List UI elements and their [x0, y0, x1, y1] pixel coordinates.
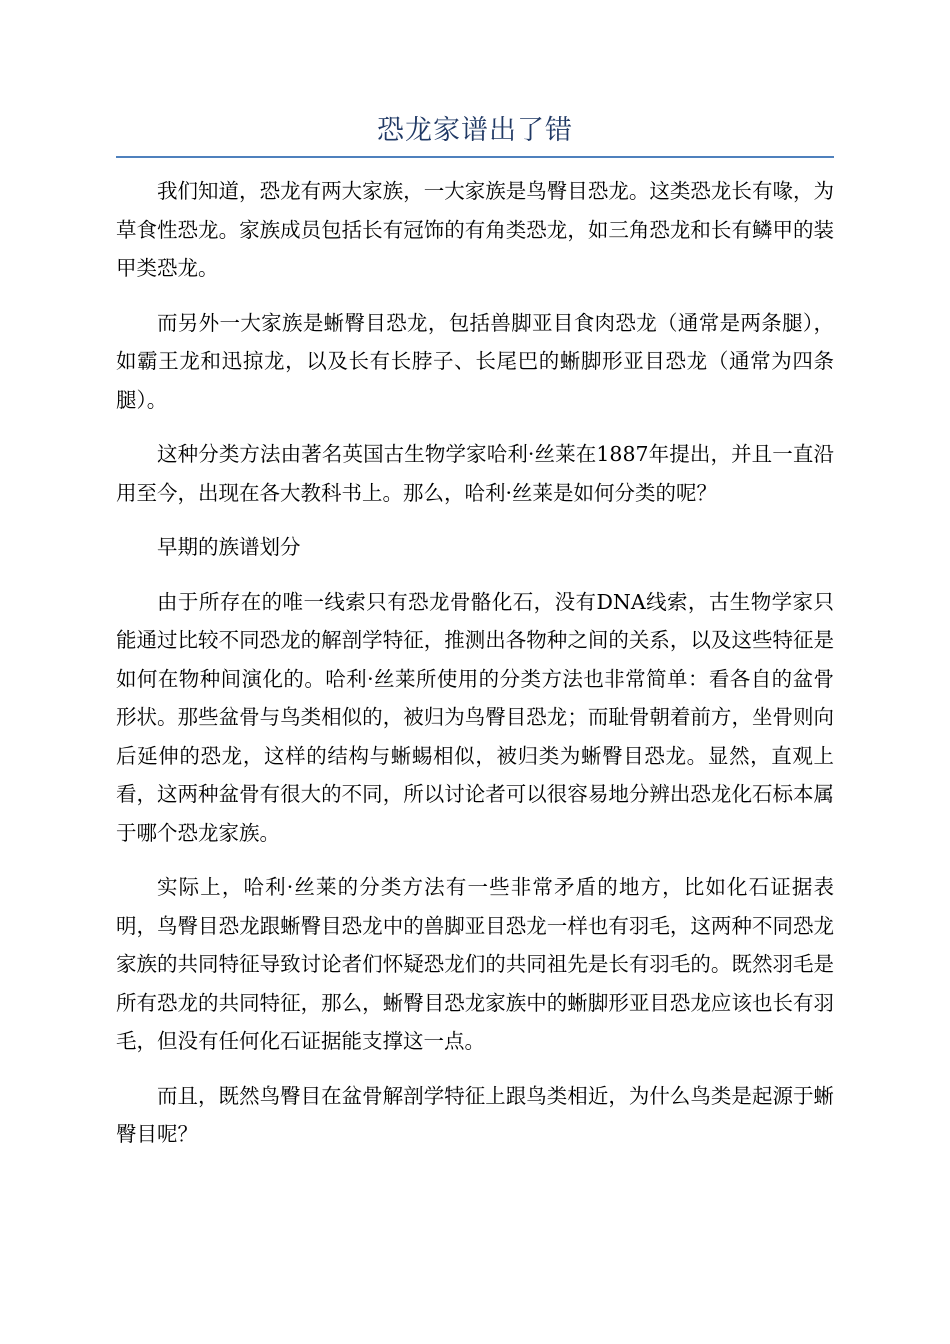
- paragraph-1: 我们知道，恐龙有两大家族，一大家族是鸟臀目恐龙。这类恐龙长有喙，为草食性恐龙。家族成员包括长有冠饰的有角类恐龙，如三角恐龙和长有鳞甲的装甲类恐龙。: [116, 179, 834, 280]
- paragraph-3: 这种分类方法由著名英国古生物学家哈利·丝莱在1887年提出，并且一直沿用至今，出现在各大教科书上。那么，哈利·丝莱是如何分类的呢？: [116, 442, 834, 505]
- paragraph-6: 而且，既然鸟臀目在盆骨解剖学特征上跟鸟类相近，为什么鸟类是起源于蜥臀目呢？: [116, 1083, 834, 1146]
- paragraph-4: 由于所存在的唯一线索只有恐龙骨骼化石，没有DNA线索，古生物学家只能通过比较不同恐龙的解剖学特征，推测出各物种之间的关系，以及这些特征是如何在物种间演化的。哈利·丝莱所使用的分类方法也非常简单：看各自的盆骨形状。那些盆骨与鸟类相似的，被归为鸟臀目恐龙；而耻骨朝着前方，坐骨则向后延伸的恐龙，这样的结构与蜥蜴相似，被归类为蜥臀目恐龙。显然，直观上看，这两种盆骨有很大的不同，所以讨论者可以很容易地分辨出恐龙化石标本属于哪个恐龙家族。: [116, 589, 834, 845]
- paragraph-5: 实际上，哈利·丝莱的分类方法有一些非常矛盾的地方，比如化石证据表明，鸟臀目恐龙跟蜥臀目恐龙中的兽脚亚目恐龙一样也有羽毛，这两种不同恐龙家族的共同特征导致讨论者们怀疑恐龙们的共同祖先是长有羽毛的。既然羽毛是所有恐龙的共同特征，那么，蜥臀目恐龙家族中的蜥脚形亚目恐龙应该也长有羽毛，但没有任何化石证据能支撑这一点。: [116, 875, 834, 1053]
- document-body: [116, 172, 834, 1170]
- title-block: [116, 112, 834, 158]
- section-heading: 早期的族谱划分: [157, 535, 301, 559]
- paragraph-2: 而另外一大家族是蜥臀目恐龙，包括兽脚亚目食肉恐龙（通常是两条腿），如霸王龙和迅掠龙，以及长有长脖子、长尾巴的蜥脚形亚目恐龙（通常为四条腿）。: [116, 310, 834, 412]
- document-title: 恐龙家谱出了错: [377, 115, 573, 146]
